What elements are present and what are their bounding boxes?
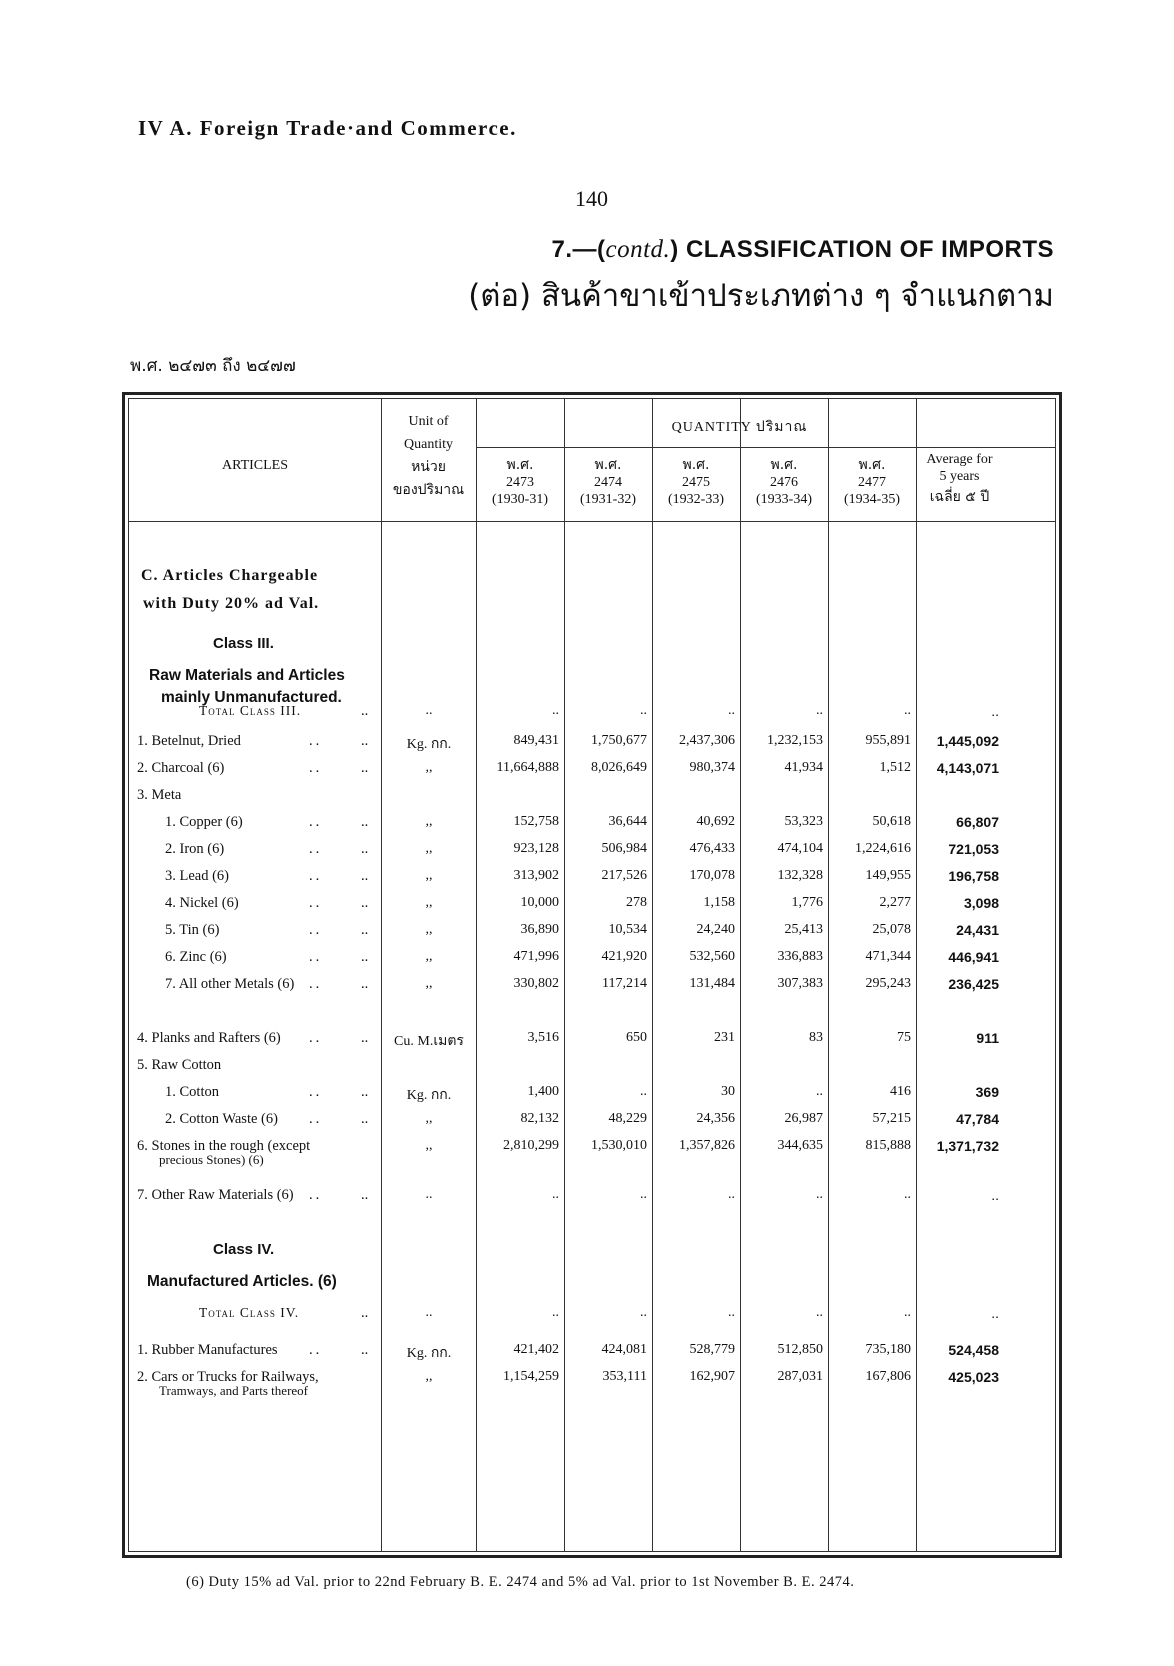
row-value-5: 471,344: [865, 949, 911, 964]
row-average: 721,053: [948, 841, 999, 857]
row-label: 1. Betelnut, Dried: [137, 733, 241, 749]
row-value-5: 1,224,616: [855, 841, 911, 856]
row-unit: ,,: [425, 841, 433, 856]
row-value-2: ..: [640, 1084, 647, 1099]
imports-table: [122, 392, 1062, 1558]
total-class-3-value: ..: [640, 703, 647, 718]
row-value-2: 36,644: [608, 814, 647, 829]
row-leader-dots: ..: [309, 895, 323, 911]
row-unit: ,,: [425, 895, 433, 910]
total-class-3-leader: ..: [361, 703, 369, 719]
row-value-5: 57,215: [872, 1111, 911, 1126]
row-unit: Kg. กก.: [406, 1346, 452, 1361]
row-leader-dots: ..: [309, 922, 323, 938]
row-value-3: 170,078: [689, 868, 735, 883]
row-label: 6. Zinc (6): [165, 949, 227, 965]
row-value-4: ..: [816, 1084, 823, 1099]
row-value-4: 287,031: [777, 1369, 823, 1384]
total-class-4-value: ..: [552, 1305, 559, 1320]
row-leader-dots: ..: [361, 895, 369, 911]
row-label: 2. Iron (6): [165, 841, 225, 857]
column-header-unit: [381, 413, 476, 499]
row-value-3: 1,158: [703, 895, 735, 910]
total-class-3-value: ..: [816, 703, 823, 718]
row-value-3: 24,356: [696, 1111, 735, 1126]
class-4-heading: Class IV.: [213, 1241, 275, 1258]
row-leader-dots: ..: [309, 1187, 323, 1203]
row-label: 2. Cars or Trucks for Railways,: [137, 1369, 319, 1385]
row-value-5: 25,078: [872, 922, 911, 937]
row-value-2: 1,750,677: [591, 733, 647, 748]
column-header-year-1: พ.ศ. 2473 (1930-31): [492, 457, 548, 507]
row-value-2: 421,920: [601, 949, 647, 964]
total-class-4-value: ..: [816, 1305, 823, 1320]
row-leader-dots: ..: [309, 1030, 323, 1046]
column-header-year-3: พ.ศ. 2475 (1932-33): [668, 457, 724, 507]
row-leader-dots: ..: [309, 1084, 323, 1100]
table-title-english: [551, 236, 1054, 264]
title-contd: contd.: [605, 236, 671, 263]
row-label: 1. Rubber Manufactures: [137, 1342, 278, 1358]
row-value-3: 30: [721, 1084, 735, 1099]
row-value-2: 278: [626, 895, 647, 910]
column-header-quantity: QUANTITY ปริมาณ: [671, 420, 808, 435]
total-class-4-average: ..: [991, 1305, 999, 1321]
total-class-4-unit: ..: [425, 1305, 433, 1320]
row-leader-dots: ..: [361, 868, 369, 884]
row-value-4: ..: [816, 1187, 823, 1202]
row-unit: ,,: [425, 760, 433, 775]
row-leader-dots: ..: [361, 976, 369, 992]
row-leader-dots: ..: [361, 733, 369, 749]
section-c-line2: with Duty 20% ad Val.: [143, 595, 320, 612]
row-value-4: 1,776: [791, 895, 823, 910]
row-value-4: 83: [809, 1030, 823, 1045]
section-header: IV A. Foreign Trade·and Commerce.: [138, 116, 517, 140]
row-average: 524,458: [948, 1342, 999, 1358]
row-unit: ,,: [425, 1138, 433, 1153]
row-unit: ,,: [425, 949, 433, 964]
row-label: 7. Other Raw Materials (6): [137, 1187, 294, 1203]
row-average: 4,143,071: [936, 760, 999, 776]
row-value-1: 11,664,888: [496, 760, 559, 775]
class-3-heading: Class III.: [213, 635, 274, 652]
row-unit: ..: [425, 1187, 433, 1202]
row-value-5: 815,888: [865, 1138, 911, 1153]
row-leader-dots: ..: [361, 922, 369, 938]
row-value-5: 167,806: [865, 1369, 911, 1384]
row-average: 1,445,092: [936, 733, 999, 749]
row-value-1: 313,902: [513, 868, 559, 883]
row-value-3: 131,484: [689, 976, 735, 991]
row-value-5: 295,243: [865, 976, 911, 991]
row-value-3: ..: [728, 1187, 735, 1202]
row-average: 3,098: [963, 895, 999, 911]
row-average: 196,758: [948, 868, 999, 884]
row-value-1: 36,890: [520, 922, 559, 937]
unit-header-line2: Quantity: [404, 437, 453, 452]
total-class-3-value: ..: [552, 703, 559, 718]
row-label: 5. Raw Cotton: [137, 1057, 222, 1073]
row-value-4: 474,104: [777, 841, 823, 856]
row-leader-dots: ..: [361, 1084, 369, 1100]
row-leader-dots: ..: [361, 814, 369, 830]
row-value-5: 75: [897, 1030, 911, 1045]
section-c-line1: C. Articles Chargeable: [141, 567, 319, 584]
total-class-3-unit: ..: [425, 703, 433, 718]
row-value-3: 532,560: [689, 949, 735, 964]
row-value-5: 1,512: [879, 760, 911, 775]
row-leader-dots: ..: [309, 868, 323, 884]
row-value-1: 152,758: [513, 814, 559, 829]
class-3-desc-line1: Raw Materials and Articles: [149, 667, 345, 684]
row-value-3: 24,240: [696, 922, 735, 937]
row-value-5: 735,180: [865, 1342, 911, 1357]
row-unit: ,,: [425, 922, 433, 937]
row-leader-dots: ..: [309, 733, 323, 749]
row-unit: Kg. กก.: [406, 737, 452, 752]
total-class-4-value: ..: [640, 1305, 647, 1320]
row-leader-dots: ..: [309, 1342, 323, 1358]
total-class-3-label: Total Class III.: [199, 703, 302, 718]
row-value-3: 476,433: [689, 841, 735, 856]
row-label: 2. Cotton Waste (6): [165, 1111, 278, 1127]
row-value-4: 26,987: [784, 1111, 823, 1126]
row-leader-dots: ..: [309, 976, 323, 992]
total-class-3-average: ..: [991, 703, 999, 719]
period-thai: พ.ศ. ๒๔๗๓ ถึง ๒๔๗๗: [130, 356, 296, 376]
row-value-4: 336,883: [777, 949, 823, 964]
row-leader-dots: ..: [309, 760, 323, 776]
row-leader-dots: ..: [309, 841, 323, 857]
row-value-2: 117,214: [602, 976, 647, 991]
table-title-thai: (ต่อ) สินค้าขาเข้าประเภทต่าง ๆ จำแนกตาม: [468, 278, 1054, 314]
row-value-5: 2,277: [879, 895, 911, 910]
row-average: 66,807: [956, 814, 999, 830]
unit-header-thai1: หน่วย: [411, 459, 446, 475]
total-class-4-leader: ..: [361, 1305, 369, 1321]
row-label: 7. All other Metals (6): [165, 976, 295, 992]
row-label: 5. Tin (6): [165, 922, 220, 938]
row-value-5: ..: [904, 1187, 911, 1202]
row-label: 3. Meta: [137, 787, 182, 803]
row-value-1: ..: [552, 1187, 559, 1202]
row-label-continued: precious Stones) (6): [159, 1152, 264, 1167]
row-value-4: 53,323: [784, 814, 823, 829]
row-value-4: 41,934: [784, 760, 823, 775]
unit-header-line1: Unit of: [408, 414, 449, 429]
row-value-4: 25,413: [784, 922, 823, 937]
row-label: 4. Nickel (6): [165, 895, 239, 911]
row-value-3: 980,374: [689, 760, 735, 775]
row-value-2: 10,534: [608, 922, 647, 937]
column-header-average: Average for 5 years เฉลี่ย ๕ ปี: [926, 452, 993, 505]
row-leader-dots: ..: [361, 1030, 369, 1046]
row-value-5: 416: [890, 1084, 911, 1099]
unit-header-thai2: ของปริมาณ: [392, 482, 465, 498]
title-main: ) CLASSIFICATION OF IMPORTS: [670, 236, 1054, 263]
row-leader-dots: ..: [361, 1342, 369, 1358]
row-unit: Kg. กก.: [406, 1088, 452, 1103]
row-value-3: 162,907: [689, 1369, 735, 1384]
row-label: 1. Cotton: [165, 1084, 219, 1100]
row-value-4: 132,328: [777, 868, 823, 883]
row-label-continued: Tramways, and Parts thereof: [159, 1383, 308, 1398]
row-leader-dots: ..: [361, 1187, 369, 1203]
row-value-4: 344,635: [777, 1138, 823, 1153]
row-value-3: 528,779: [689, 1342, 735, 1357]
row-value-2: ..: [640, 1187, 647, 1202]
row-unit: ,,: [425, 814, 433, 829]
row-label: 6. Stones in the rough (except: [137, 1138, 311, 1154]
row-value-2: 1,530,010: [591, 1138, 647, 1153]
row-value-1: 82,132: [520, 1111, 559, 1126]
row-average: 369: [975, 1084, 999, 1100]
row-value-1: 1,400: [527, 1084, 559, 1099]
row-value-5: 50,618: [872, 814, 911, 829]
row-value-4: 307,383: [777, 976, 823, 991]
row-average: 446,941: [948, 949, 999, 965]
row-leader-dots: ..: [361, 949, 369, 965]
row-value-3: 40,692: [696, 814, 735, 829]
total-class-4-value: ..: [728, 1305, 735, 1320]
row-average: 1,371,732: [936, 1138, 999, 1154]
row-average: 47,784: [956, 1111, 999, 1127]
class-4-desc: Manufactured Articles. (6): [147, 1273, 337, 1290]
row-value-1: 1,154,259: [503, 1369, 559, 1384]
row-unit: ,,: [425, 976, 433, 991]
row-value-5: 149,955: [865, 868, 911, 883]
row-unit: Cu. M.เมตร: [394, 1034, 464, 1049]
row-average: 425,023: [948, 1369, 999, 1385]
row-value-2: 424,081: [601, 1342, 647, 1357]
row-average: 236,425: [948, 976, 999, 992]
row-average: 24,431: [956, 922, 999, 938]
row-value-4: 512,850: [777, 1342, 823, 1357]
table-grid: [128, 398, 1056, 1552]
column-header-year-5: พ.ศ. 2477 (1934-35): [844, 457, 900, 507]
row-unit: ,,: [425, 868, 433, 883]
row-label: 3. Lead (6): [165, 868, 230, 884]
row-value-2: 8,026,649: [591, 760, 647, 775]
total-class-3-value: ..: [728, 703, 735, 718]
row-average: ..: [991, 1187, 999, 1203]
row-label: 1. Copper (6): [165, 814, 243, 830]
row-value-1: 849,431: [513, 733, 559, 748]
footnote: (6) Duty 15% ad Val. prior to 22nd February B. E. 2474 and 5% ad Val. prior to 1st November B. E. 2474.: [186, 1574, 855, 1590]
total-class-3-value: ..: [904, 703, 911, 718]
row-leader-dots: ..: [309, 1111, 323, 1127]
row-value-2: 650: [626, 1030, 647, 1045]
column-header-articles: ARTICLES: [221, 458, 289, 473]
page-number: 140: [575, 186, 608, 211]
row-value-1: 330,802: [513, 976, 559, 991]
row-value-1: 471,996: [513, 949, 559, 964]
row-leader-dots: ..: [361, 1111, 369, 1127]
row-value-1: 2,810,299: [503, 1138, 559, 1153]
row-value-3: 231: [714, 1030, 735, 1045]
row-unit: ,,: [425, 1369, 433, 1384]
row-leader-dots: ..: [309, 949, 323, 965]
row-value-1: 421,402: [513, 1342, 559, 1357]
row-value-2: 353,111: [602, 1369, 647, 1384]
total-class-4-value: ..: [904, 1305, 911, 1320]
row-unit: ,,: [425, 1111, 433, 1126]
row-label: 4. Planks and Rafters (6): [137, 1030, 281, 1046]
title-prefix: 7.—(: [551, 236, 606, 263]
row-value-2: 506,984: [601, 841, 647, 856]
row-value-1: 3,516: [527, 1030, 559, 1045]
row-value-3: 1,357,826: [679, 1138, 735, 1153]
row-leader-dots: ..: [309, 814, 323, 830]
row-leader-dots: ..: [361, 841, 369, 857]
row-value-3: 2,437,306: [679, 733, 735, 748]
row-value-4: 1,232,153: [767, 733, 823, 748]
row-value-2: 217,526: [601, 868, 647, 883]
row-average: 911: [976, 1030, 999, 1046]
class-3-desc-line2: mainly Unmanufactured.: [161, 689, 342, 706]
column-header-year-2: พ.ศ. 2474 (1931-32): [580, 457, 636, 507]
row-value-1: 923,128: [513, 841, 559, 856]
row-value-1: 10,000: [520, 895, 559, 910]
column-header-year-4: พ.ศ. 2476 (1933-34): [756, 457, 812, 507]
row-leader-dots: ..: [361, 760, 369, 776]
row-label: 2. Charcoal (6): [137, 760, 225, 776]
total-class-4-label: Total Class IV.: [199, 1305, 300, 1320]
row-value-5: 955,891: [865, 733, 911, 748]
row-value-2: 48,229: [608, 1111, 647, 1126]
